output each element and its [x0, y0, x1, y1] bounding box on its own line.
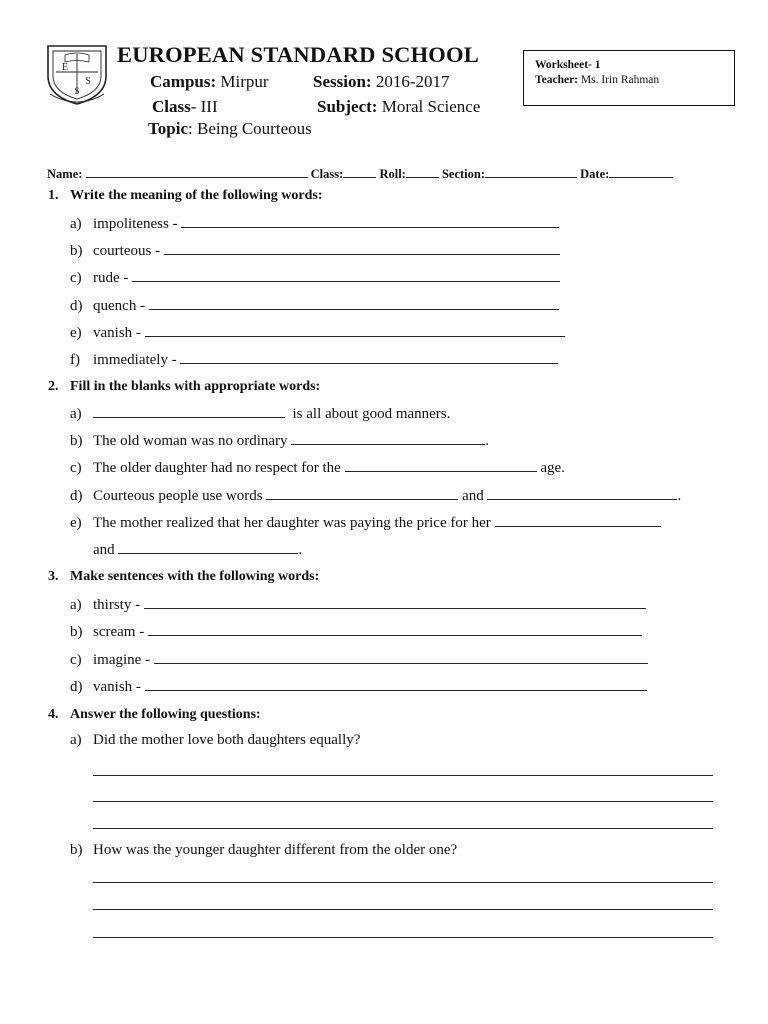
- q1-c-blank[interactable]: [132, 268, 560, 282]
- crest-letter-s1: S: [85, 76, 91, 87]
- q2-item-d: d) Courteous people use words and .: [70, 488, 682, 504]
- q2-e-blank-1[interactable]: [495, 513, 661, 527]
- q2-d-blank-1[interactable]: [266, 486, 458, 500]
- q2-item-b: b) The old woman was no ordinary .: [70, 433, 490, 449]
- student-info-line: Name: Class: Roll: Section: Date:: [47, 164, 673, 182]
- q3-item-b: b) scream -: [70, 622, 642, 641]
- q1-item-c: c) rude -: [70, 268, 560, 287]
- crest-letter-s2: S: [74, 86, 80, 96]
- school-crest-logo: [44, 42, 110, 106]
- q3-b-blank[interactable]: [148, 622, 642, 636]
- q4-b-answer-line-3[interactable]: [93, 937, 713, 938]
- q1-item-e: e) vanish -: [70, 323, 565, 342]
- q2-e-blank-2[interactable]: [118, 540, 298, 554]
- q2-d-blank-2[interactable]: [487, 486, 677, 500]
- q3-c-blank[interactable]: [154, 650, 648, 664]
- q4-item-a: a) Did the mother love both daughters equally?: [70, 732, 361, 748]
- question-4-heading: 4. Answer the following questions:: [48, 707, 261, 722]
- q1-b-blank[interactable]: [164, 241, 560, 255]
- roll-blank[interactable]: [406, 164, 439, 178]
- q1-item-a: a) impoliteness -: [70, 214, 559, 233]
- q2-item-e: e) The mother realized that her daughter was paying the price for her: [70, 513, 661, 532]
- question-3-heading: 3. Make sentences with the following words:: [48, 569, 320, 584]
- q3-item-c: c) imagine -: [70, 650, 648, 669]
- session-field: Session: 2016-2017: [313, 72, 450, 91]
- q3-item-d: d) vanish -: [70, 677, 647, 696]
- name-blank[interactable]: [86, 164, 308, 178]
- q2-b-blank[interactable]: [291, 431, 485, 445]
- q2-item-c: c) The older daughter had no respect for the age.: [70, 460, 565, 476]
- q3-d-blank[interactable]: [145, 677, 647, 691]
- q1-item-f: f) immediately -: [70, 350, 558, 369]
- topic-field: Topic: Being Courteous: [148, 119, 312, 138]
- class-field: Class- III: [152, 97, 218, 116]
- q1-d-blank[interactable]: [149, 296, 559, 310]
- teacher-field: Teacher: Ms. Irin Rahman: [535, 74, 660, 86]
- question-2-heading: 2. Fill in the blanks with appropriate words:: [48, 379, 321, 394]
- question-1-heading: 1. Write the meaning of the following words:: [48, 188, 323, 203]
- section-blank[interactable]: [485, 164, 577, 178]
- q1-e-blank[interactable]: [145, 323, 565, 337]
- worksheet-info-box: [523, 50, 735, 106]
- q4-a-answer-line-3[interactable]: [93, 828, 713, 829]
- q4-a-answer-line-1[interactable]: [93, 775, 713, 776]
- q4-b-answer-line-1[interactable]: [93, 882, 713, 883]
- subject-field: Subject: Moral Science: [317, 97, 481, 116]
- q2-c-blank[interactable]: [345, 458, 537, 472]
- school-name: EUROPEAN STANDARD SCHOOL: [117, 42, 479, 67]
- crest-letter-e: E: [61, 62, 69, 73]
- campus-field: Campus: Mirpur: [150, 72, 269, 91]
- q4-item-b: b) How was the younger daughter different from the older one?: [70, 842, 458, 858]
- q2-item-e-continued: and .: [93, 542, 303, 558]
- worksheet-title: Worksheet- 1: [535, 59, 601, 71]
- q1-a-blank[interactable]: [181, 214, 559, 228]
- q2-a-blank[interactable]: [93, 404, 285, 418]
- q1-item-d: d) quench -: [70, 296, 559, 315]
- q3-item-a: a) thirsty -: [70, 595, 646, 614]
- q4-a-answer-line-2[interactable]: [93, 801, 713, 802]
- q4-b-answer-line-2[interactable]: [93, 909, 713, 910]
- q1-item-b: b) courteous -: [70, 241, 560, 260]
- q2-item-a: a) is all about good manners.: [70, 406, 451, 422]
- date-blank[interactable]: [609, 164, 673, 178]
- class-blank[interactable]: [343, 164, 376, 178]
- q3-a-blank[interactable]: [144, 595, 646, 609]
- q1-f-blank[interactable]: [180, 350, 558, 364]
